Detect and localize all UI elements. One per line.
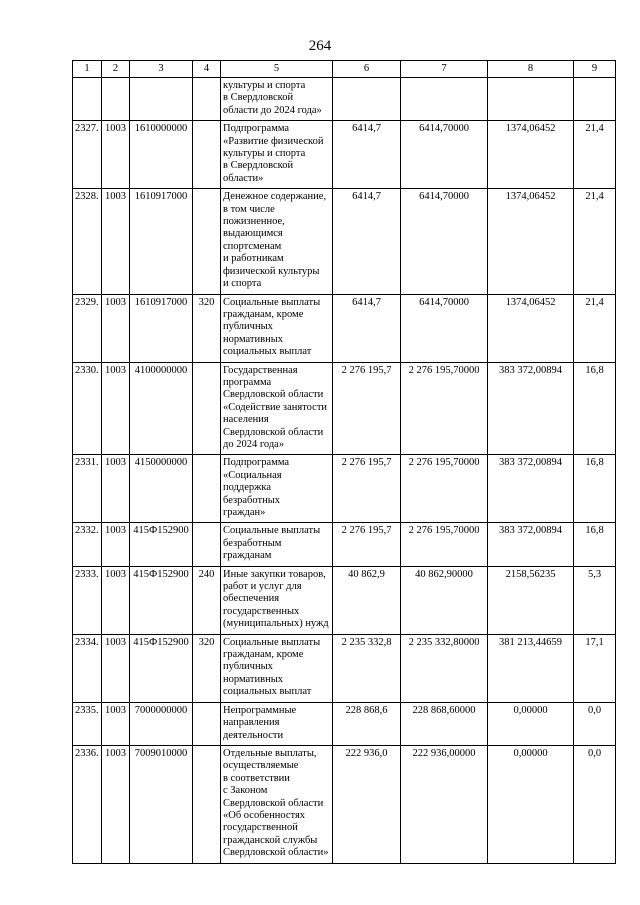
item-name-line: культуры и спорта xyxy=(223,148,306,160)
table-row xyxy=(73,121,616,189)
executed-amount-cell: 0,00000 xyxy=(488,702,574,745)
target-article-cell: 1610917000 xyxy=(130,189,193,294)
item-name-line: Свердловской области xyxy=(223,426,324,438)
approved-amount-cell: 2 276 195,7 xyxy=(333,455,401,523)
executed-amount-cell: 0,00000 xyxy=(488,745,574,863)
target-article-cell: 7000000000 xyxy=(130,702,193,745)
percent-cell: 0,0 xyxy=(574,702,616,745)
target-article-cell xyxy=(130,78,193,121)
section-code-cell: 1003 xyxy=(102,745,130,863)
expense-type-cell xyxy=(193,455,221,523)
item-name-cell xyxy=(221,523,333,566)
item-name-line: граждан» xyxy=(223,507,266,518)
item-name-line: государственной xyxy=(223,822,298,834)
expense-type-cell: 240 xyxy=(193,566,221,634)
item-name-line: обеспечения xyxy=(223,593,280,605)
executed-amount-cell: 1374,06452 xyxy=(488,189,574,294)
section-code-cell: 1003 xyxy=(102,523,130,566)
expense-type-cell xyxy=(193,745,221,863)
row-number-cell: 2332. xyxy=(73,523,102,566)
approved-amount-cell: 228 868,6 xyxy=(333,702,401,745)
row-number-cell: 2329. xyxy=(73,294,102,362)
table-row xyxy=(73,455,616,523)
section-code-cell: 1003 xyxy=(102,634,130,702)
item-name-line: (муниципальных) нужд xyxy=(223,618,329,630)
item-name-line: гражданам, кроме xyxy=(223,308,304,320)
item-name-line: Социальные выплаты xyxy=(223,636,321,648)
approved-amount-cell: 222 936,0 xyxy=(333,745,401,863)
row-number-cell: 2334. xyxy=(73,634,102,702)
item-name-line: Непрограммные xyxy=(223,704,297,716)
item-name-line: области до 2024 года» xyxy=(223,104,322,116)
row-number-cell xyxy=(73,78,102,121)
planned-amount-cell: 228 868,60000 xyxy=(401,702,488,745)
planned-amount-cell: 2 276 195,70000 xyxy=(401,362,488,455)
percent-cell: 0,0 xyxy=(574,745,616,863)
item-name-line: населения xyxy=(223,414,269,426)
row-number-cell: 2330. xyxy=(73,362,102,455)
table-row xyxy=(73,634,616,702)
item-name-line: и работникам xyxy=(223,253,284,265)
item-name-line: Иные закупки товаров, xyxy=(223,568,326,580)
row-number-cell: 2327. xyxy=(73,121,102,189)
item-name-line: с Законом xyxy=(223,785,268,797)
approved-amount-cell: 6414,7 xyxy=(333,294,401,362)
percent-cell: 21,4 xyxy=(574,294,616,362)
item-name-line: пожизненное, xyxy=(223,216,285,228)
column-header-4: 4 xyxy=(193,61,221,78)
executed-amount-cell: 1374,06452 xyxy=(488,294,574,362)
item-name-line: и спорта xyxy=(223,278,262,290)
item-name-line: Подпрограмма xyxy=(223,123,290,135)
row-number-cell: 2336. xyxy=(73,745,102,863)
approved-amount-cell: 40 862,9 xyxy=(333,566,401,634)
table-body xyxy=(73,78,616,864)
item-name-line: гражданам xyxy=(223,550,272,562)
item-name-line: безработных xyxy=(223,494,281,506)
item-name-line: «Содействие занятости xyxy=(223,401,328,413)
executed-amount-cell xyxy=(488,78,574,121)
planned-amount-cell: 6414,70000 xyxy=(401,121,488,189)
approved-amount-cell: 6414,7 xyxy=(333,121,401,189)
row-number-cell: 2335. xyxy=(73,702,102,745)
item-name-cell xyxy=(221,745,333,863)
target-article-cell: 1610917000 xyxy=(130,294,193,362)
planned-amount-cell xyxy=(401,78,488,121)
percent-cell: 5,3 xyxy=(574,566,616,634)
item-name-line: Социальные выплаты xyxy=(223,525,321,537)
item-name-line: работ и услуг для xyxy=(223,581,302,593)
item-name-cell xyxy=(221,78,333,121)
section-code-cell xyxy=(102,78,130,121)
item-name-cell xyxy=(221,294,333,362)
header-row xyxy=(73,61,616,78)
item-name-line: в соответствии xyxy=(223,772,290,784)
item-name-line: публичных xyxy=(223,661,273,673)
item-name-line: безработным xyxy=(223,537,282,549)
target-article-cell: 415Ф152900 xyxy=(130,634,193,702)
table-row xyxy=(73,702,616,745)
item-name-cell xyxy=(221,189,333,294)
planned-amount-cell: 40 862,90000 xyxy=(401,566,488,634)
table-row xyxy=(73,362,616,455)
budget-table xyxy=(72,60,616,864)
target-article-cell: 415Ф152900 xyxy=(130,523,193,566)
item-name-line: Подпрограмма xyxy=(223,457,290,469)
item-name-line: «Социальная xyxy=(223,469,282,481)
executed-amount-cell: 1374,06452 xyxy=(488,121,574,189)
expense-type-cell: 320 xyxy=(193,634,221,702)
executed-amount-cell: 383 372,00894 xyxy=(488,455,574,523)
item-name-line: Денежное содержание, xyxy=(223,191,327,203)
item-name-line: гражданской службы xyxy=(223,834,318,846)
expense-type-cell xyxy=(193,121,221,189)
column-header-5: 5 xyxy=(221,61,333,78)
expense-type-cell xyxy=(193,189,221,294)
item-name-line: в том числе xyxy=(223,203,275,215)
column-header-6: 6 xyxy=(333,61,401,78)
planned-amount-cell: 6414,70000 xyxy=(401,294,488,362)
expense-type-cell xyxy=(193,362,221,455)
section-code-cell: 1003 xyxy=(102,121,130,189)
expense-type-cell xyxy=(193,523,221,566)
target-article-cell: 4100000000 xyxy=(130,362,193,455)
percent-cell: 16,8 xyxy=(574,362,616,455)
executed-amount-cell: 381 213,44659 xyxy=(488,634,574,702)
item-name-line: «Развитие физической xyxy=(223,135,324,147)
section-code-cell: 1003 xyxy=(102,455,130,523)
item-name-line: государственных xyxy=(223,605,300,617)
item-name-line: физической культуры xyxy=(223,265,320,277)
expense-type-cell: 320 xyxy=(193,294,221,362)
item-name-cell xyxy=(221,455,333,523)
table-row xyxy=(73,523,616,566)
target-article-cell: 7009010000 xyxy=(130,745,193,863)
executed-amount-cell: 383 372,00894 xyxy=(488,523,574,566)
row-number-cell: 2331. xyxy=(73,455,102,523)
item-name-line: направления xyxy=(223,717,280,729)
item-name-line: Свердловской области xyxy=(223,797,324,809)
row-number-cell: 2333. xyxy=(73,566,102,634)
column-header-1: 1 xyxy=(73,61,102,78)
target-article-cell: 1610000000 xyxy=(130,121,193,189)
expense-type-cell xyxy=(193,78,221,121)
approved-amount-cell xyxy=(333,78,401,121)
planned-amount-cell: 2 276 195,70000 xyxy=(401,523,488,566)
item-name-cell xyxy=(221,634,333,702)
item-name-line: культуры и спорта xyxy=(223,80,306,91)
approved-amount-cell: 2 235 332,8 xyxy=(333,634,401,702)
section-code-cell: 1003 xyxy=(102,189,130,294)
table-row xyxy=(73,566,616,634)
item-name-line: выдающимся xyxy=(223,228,283,240)
item-name-line: поддержка xyxy=(223,482,272,494)
item-name-line: в Свердловской xyxy=(223,160,294,172)
item-name-line: Свердловской области xyxy=(223,389,324,401)
table-row xyxy=(73,78,616,121)
column-header-3: 3 xyxy=(130,61,193,78)
item-name-line: программа xyxy=(223,376,272,388)
item-name-line: «Об особенностях xyxy=(223,809,306,821)
item-name-line: Отдельные выплаты, xyxy=(223,747,317,759)
row-number-cell: 2328. xyxy=(73,189,102,294)
section-code-cell: 1003 xyxy=(102,566,130,634)
approved-amount-cell: 2 276 195,7 xyxy=(333,362,401,455)
expense-type-cell xyxy=(193,702,221,745)
item-name-line: области» xyxy=(223,172,264,184)
item-name-line: деятельности xyxy=(223,729,284,741)
section-code-cell: 1003 xyxy=(102,362,130,455)
item-name-cell xyxy=(221,702,333,745)
table-row xyxy=(73,189,616,294)
planned-amount-cell: 2 235 332,80000 xyxy=(401,634,488,702)
item-name-line: гражданам, кроме xyxy=(223,649,304,661)
item-name-line: публичных xyxy=(223,321,273,333)
percent-cell: 16,8 xyxy=(574,455,616,523)
item-name-line: социальных выплат xyxy=(223,346,312,358)
approved-amount-cell: 6414,7 xyxy=(333,189,401,294)
item-name-line: спортсменам xyxy=(223,240,282,252)
executed-amount-cell: 2158,56235 xyxy=(488,566,574,634)
table-row xyxy=(73,745,616,863)
column-header-8: 8 xyxy=(488,61,574,78)
page-number: 264 xyxy=(308,38,332,54)
section-code-cell: 1003 xyxy=(102,702,130,745)
table-row xyxy=(73,294,616,362)
column-header-9: 9 xyxy=(574,61,616,78)
section-code-cell: 1003 xyxy=(102,294,130,362)
target-article-cell: 4150000000 xyxy=(130,455,193,523)
item-name-line: нормативных xyxy=(223,333,284,345)
item-name-cell xyxy=(221,566,333,634)
column-header-7: 7 xyxy=(401,61,488,78)
planned-amount-cell: 222 936,00000 xyxy=(401,745,488,863)
item-name-line: в Свердловской xyxy=(223,92,294,104)
percent-cell: 21,4 xyxy=(574,121,616,189)
executed-amount-cell: 383 372,00894 xyxy=(488,362,574,455)
item-name-line: социальных выплат xyxy=(223,686,312,698)
percent-cell: 21,4 xyxy=(574,189,616,294)
planned-amount-cell: 6414,70000 xyxy=(401,189,488,294)
column-header-2: 2 xyxy=(102,61,130,78)
target-article-cell: 415Ф152900 xyxy=(130,566,193,634)
percent-cell: 17,1 xyxy=(574,634,616,702)
item-name-line: нормативных xyxy=(223,673,284,685)
item-name-line: Социальные выплаты xyxy=(223,296,321,308)
percent-cell xyxy=(574,78,616,121)
item-name-line: Государственная xyxy=(223,364,298,376)
approved-amount-cell: 2 276 195,7 xyxy=(333,523,401,566)
item-name-line: осуществляемые xyxy=(223,760,299,772)
item-name-line: Свердловской области» xyxy=(223,847,329,859)
planned-amount-cell: 2 276 195,70000 xyxy=(401,455,488,523)
item-name-line: до 2024 года» xyxy=(223,438,285,450)
item-name-cell xyxy=(221,362,333,455)
item-name-cell xyxy=(221,121,333,189)
percent-cell: 16,8 xyxy=(574,523,616,566)
